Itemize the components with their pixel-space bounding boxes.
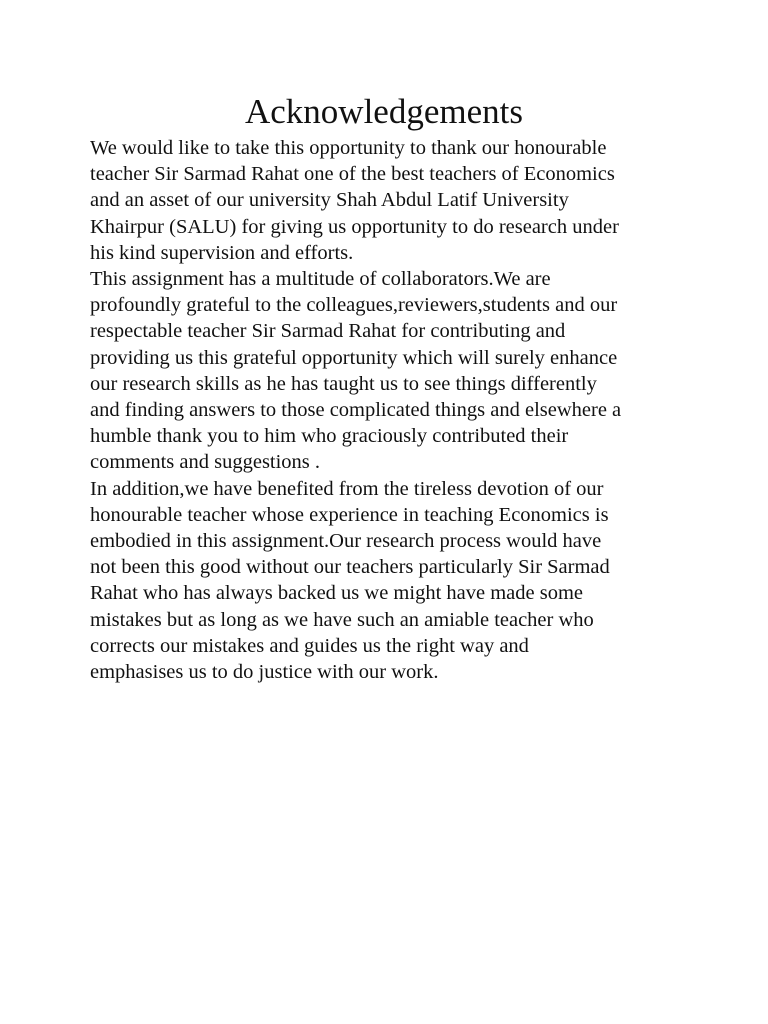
text-line: honourable teacher whose experience in teaching Economics is bbox=[90, 503, 609, 526]
text-line: providing us this grateful opportunity which will surely enhance bbox=[90, 346, 618, 369]
text-line: comments and suggestions . bbox=[90, 451, 321, 474]
text-line: In addition,we have benefited from the tireless devotion of our bbox=[90, 477, 604, 500]
text-line: humble thank you to him who graciously contributed their bbox=[90, 425, 569, 448]
acknowledgement-text bbox=[90, 135, 690, 685]
text-line: our research skills as he has taught us to see things differently bbox=[90, 372, 597, 395]
text-line: profoundly grateful to the colleagues,reviewers,students and our bbox=[90, 294, 618, 317]
text-line: and finding answers to those complicated things and elsewhere a bbox=[90, 399, 622, 422]
text-line: Rahat who has always backed us we might have made some bbox=[90, 582, 584, 605]
text-line: his kind supervision and efforts. bbox=[90, 241, 354, 264]
text-line: corrects our mistakes and guides us the right way and bbox=[90, 634, 529, 657]
text-line: respectable teacher Sir Sarmad Rahat for contributing and bbox=[90, 320, 566, 343]
text-line: emphasises us to do justice with our work. bbox=[90, 661, 439, 684]
document-title: Acknowledgements bbox=[245, 92, 523, 131]
text-line: embodied in this assignment.Our research process would have bbox=[90, 530, 602, 553]
text-line: mistakes but as long as we have such an amiable teacher who bbox=[90, 608, 594, 631]
text-line: Khairpur (SALU) for giving us opportunity to do research under bbox=[90, 215, 619, 238]
text-line: not been this good without our teachers particularly Sir Sarmad bbox=[90, 556, 610, 579]
text-line: We would like to take this opportunity to thank our honourable bbox=[90, 137, 607, 159]
text-line: teacher Sir Sarmad Rahat one of the best teachers of Economics bbox=[90, 163, 615, 186]
text-line: This assignment has a multitude of collaborators.We are bbox=[90, 268, 551, 291]
text-line: and an asset of our university Shah Abdul Latif University bbox=[90, 189, 569, 212]
